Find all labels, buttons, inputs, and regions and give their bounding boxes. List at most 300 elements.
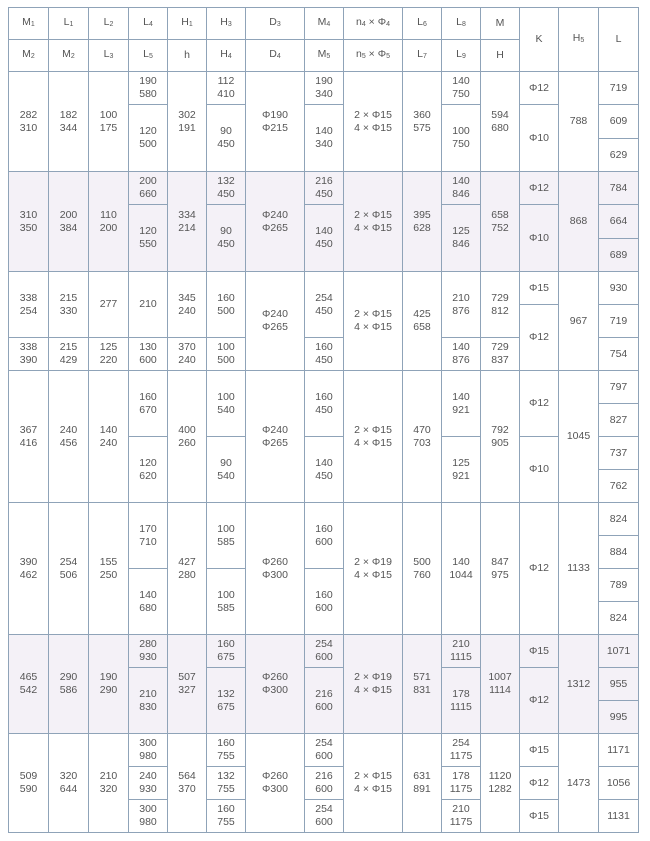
cell-value: 390 [19, 555, 38, 568]
cell-value: 210 [139, 298, 157, 310]
cell-value: 540 [217, 403, 235, 416]
header-cell: L3 [89, 40, 129, 72]
table-cell [207, 800, 246, 833]
cell-value: 675 [217, 651, 235, 663]
table-cell [344, 172, 403, 272]
cell-value: 320 [59, 770, 78, 782]
cell-value: 429 [59, 354, 78, 366]
cell-value: 425 [413, 308, 431, 320]
cell-value: 216 [315, 175, 333, 187]
table-cell [305, 569, 344, 635]
cell-value: 4 × Φ15 [354, 121, 392, 134]
table-cell [129, 371, 168, 437]
table-cell [89, 734, 129, 833]
table-cell [129, 800, 168, 833]
table-cell [344, 72, 403, 172]
l-cell [599, 536, 639, 569]
cell-value: 200 [99, 221, 118, 234]
cell-value: 500 [217, 354, 235, 366]
table-cell [89, 272, 129, 338]
table-cell [89, 503, 129, 635]
cell-value: 4 × Φ15 [354, 436, 392, 449]
cell-value: 600 [315, 700, 333, 713]
cell-value: 1044 [449, 568, 473, 581]
cell-value: 784 [609, 181, 628, 194]
l-cell [599, 470, 639, 503]
cell-value: 831 [413, 684, 431, 696]
cell-value: 967 [569, 314, 588, 327]
cell-value: 830 [139, 700, 157, 713]
cell-value: 1171 [607, 743, 630, 756]
cell-value: 2 × Φ15 [354, 308, 392, 320]
cell-value: 140 [452, 390, 470, 403]
k-cell [520, 437, 559, 503]
cell-value: 182 [59, 108, 78, 121]
table-cell [403, 635, 442, 734]
cell-value: 500 [413, 555, 431, 568]
cell-value: 390 [19, 354, 38, 366]
cell-value: 2 × Φ19 [354, 671, 392, 683]
cell-value: 450 [217, 238, 235, 250]
cell-value: 995 [609, 710, 628, 723]
cell-value: 320 [99, 783, 118, 795]
l-cell [599, 701, 639, 734]
cell-value: 216 [315, 770, 333, 782]
cell-value: Φ300 [262, 684, 288, 696]
cell-value: 310 [19, 121, 38, 134]
cell-value: 100 [452, 125, 470, 137]
header-cell-l: L [599, 8, 639, 72]
cell-value: 290 [99, 684, 118, 696]
table-cell [207, 272, 246, 338]
cell-value: 2 × Φ15 [354, 770, 392, 782]
cell-value: 310 [19, 208, 38, 221]
table-cell [207, 734, 246, 767]
spec-table-container [8, 7, 639, 833]
h5-cell [559, 72, 599, 172]
cell-value: 812 [491, 304, 509, 317]
h5-cell [559, 734, 599, 833]
cell-value: 719 [609, 81, 628, 94]
l-cell [599, 767, 639, 800]
cell-value: 240 [178, 304, 196, 317]
k-cell [520, 371, 559, 437]
table-cell [344, 272, 403, 371]
l-cell [599, 72, 639, 105]
cell-value: 754 [609, 347, 628, 360]
table-cell [442, 767, 481, 800]
cell-value: Φ12 [528, 694, 550, 706]
cell-value: 1007 [488, 671, 512, 683]
cell-value: 290 [59, 671, 78, 683]
l-cell [599, 105, 639, 139]
cell-value: 1175 [449, 783, 473, 795]
cell-value: 367 [19, 423, 38, 436]
header-cell: h [168, 40, 207, 72]
cell-value: 729 [491, 341, 509, 353]
cell-value: 210 [99, 770, 118, 782]
table-cell [442, 635, 481, 668]
h5-cell [559, 371, 599, 503]
cell-value: 90 [220, 125, 232, 137]
h5-cell [559, 272, 599, 371]
cell-value: 868 [569, 215, 588, 227]
cell-value: Φ240 [262, 423, 288, 436]
cell-value: 140 [315, 125, 333, 137]
table-cell [9, 338, 49, 371]
k-cell [520, 767, 559, 800]
cell-value: 450 [315, 469, 333, 482]
header-cell: L2 [89, 8, 129, 40]
table-cell [305, 105, 344, 172]
cell-value: 788 [569, 115, 588, 127]
header-cell: D4 [246, 40, 305, 72]
cell-value: 827 [609, 413, 628, 426]
cell-value: 905 [491, 436, 509, 449]
table-cell [129, 272, 168, 338]
table-cell [344, 371, 403, 503]
cell-value: 876 [452, 354, 470, 366]
table-cell [9, 635, 49, 734]
table-cell [49, 272, 89, 338]
cell-value: 110 [100, 208, 117, 221]
cell-value: 500 [217, 304, 235, 317]
cell-value: 1473 [566, 776, 591, 789]
table-cell [129, 734, 168, 767]
cell-value: 797 [609, 380, 628, 393]
table-cell [129, 503, 168, 569]
table-cell [49, 503, 89, 635]
table-cell [9, 272, 49, 338]
cell-value: 450 [315, 403, 333, 416]
header-row-1 [9, 8, 639, 40]
cell-value: 340 [315, 88, 333, 100]
cell-value: 710 [139, 535, 157, 548]
cell-value: 410 [217, 88, 235, 100]
cell-value: 100 [99, 108, 118, 121]
cell-value: 585 [217, 535, 235, 548]
table-cell [305, 272, 344, 338]
cell-value: Φ15 [528, 809, 550, 822]
cell-value: 620 [139, 469, 157, 482]
table-cell [305, 635, 344, 668]
cell-value: 737 [609, 446, 628, 459]
table-cell [403, 734, 442, 833]
cell-value: 1115 [450, 700, 472, 713]
table-cell [207, 205, 246, 272]
table-cell [442, 105, 481, 172]
cell-value: 2 × Φ15 [354, 423, 392, 436]
k-cell [520, 503, 559, 635]
table-cell [344, 503, 403, 635]
cell-value: 112 [217, 75, 235, 87]
cell-value: 2 × Φ19 [354, 555, 392, 568]
cell-value: 100 [217, 390, 235, 403]
cell-value: Φ15 [528, 644, 550, 657]
header-cell: L6 [403, 8, 442, 40]
cell-value: Φ15 [528, 281, 550, 294]
cell-value: 921 [452, 403, 470, 416]
table-cell [403, 72, 442, 172]
table-cell [481, 172, 520, 272]
cell-value: 644 [59, 783, 78, 795]
cell-value: 90 [220, 456, 232, 469]
cell-value: 465 [19, 671, 38, 683]
cell-value: Φ12 [528, 331, 550, 343]
cell-value: 140 [452, 75, 470, 87]
cell-value: 670 [139, 403, 157, 416]
cell-value: 140 [452, 555, 470, 568]
cell-value: 719 [609, 314, 628, 327]
table-cell [89, 172, 129, 272]
k-cell [520, 668, 559, 734]
cell-value: 564 [178, 770, 196, 782]
cell-value: 125 [99, 341, 118, 353]
k-cell [520, 205, 559, 272]
cell-value: 360 [413, 108, 431, 121]
cell-value: 664 [609, 215, 628, 227]
cell-value: Φ15 [528, 743, 550, 756]
cell-value: 585 [217, 601, 235, 614]
table-body [9, 72, 639, 833]
cell-value: 178 [452, 687, 470, 700]
cell-value: 170 [139, 522, 157, 535]
cell-value: 628 [413, 221, 431, 234]
cell-value: 178 [452, 770, 470, 782]
cell-value: 762 [609, 479, 628, 492]
cell-value: 600 [315, 783, 333, 795]
table-cell [49, 338, 89, 371]
cell-value: 132 [217, 770, 235, 782]
cell-value: 160 [315, 522, 333, 535]
cell-value: 2 × Φ15 [354, 108, 392, 121]
table-cell [305, 172, 344, 205]
cell-value: 450 [217, 138, 235, 150]
table-cell [168, 338, 207, 371]
cell-value: 160 [315, 588, 333, 601]
table-cell [89, 371, 129, 503]
cell-value: 575 [413, 121, 431, 134]
table-cell [168, 635, 207, 734]
table-cell [481, 371, 520, 503]
cell-value: 120 [139, 456, 157, 469]
table-cell [89, 338, 129, 371]
cell-value: Φ260 [262, 555, 288, 568]
cell-value: 160 [217, 803, 235, 815]
table-cell [481, 734, 520, 833]
cell-value: 1071 [606, 644, 631, 657]
table-cell [403, 503, 442, 635]
cell-value: 980 [139, 750, 157, 762]
cell-value: 509 [19, 770, 38, 782]
cell-value: 450 [315, 188, 333, 200]
cell-value: 254 [452, 737, 470, 749]
table-cell [89, 635, 129, 734]
cell-value: Φ12 [528, 181, 550, 194]
table-cell [246, 635, 305, 734]
cell-value: 160 [217, 291, 235, 304]
cell-value: 884 [609, 545, 628, 558]
cell-value: 190 [139, 75, 157, 87]
table-cell [129, 635, 168, 668]
table-cell [442, 734, 481, 767]
cell-value: 675 [217, 700, 235, 713]
cell-value: 100 [217, 522, 235, 535]
table-cell [481, 272, 520, 338]
cell-value: 600 [315, 601, 333, 614]
header-cell: M4 [305, 8, 344, 40]
table-cell [305, 371, 344, 437]
k-cell [520, 72, 559, 105]
dimension-table [8, 7, 639, 833]
cell-value: 140 [452, 175, 470, 187]
cell-value: 876 [452, 304, 470, 317]
cell-value: 215 [59, 341, 78, 353]
cell-value: 837 [491, 354, 509, 366]
table-row [9, 503, 639, 536]
table-cell [49, 72, 89, 172]
cell-value: 132 [217, 175, 235, 187]
k-cell [520, 635, 559, 668]
cell-value: Φ265 [262, 221, 288, 234]
cell-value: 90 [220, 225, 232, 237]
cell-value: 462 [19, 568, 38, 581]
cell-value: 210 [452, 291, 470, 304]
table-cell [49, 635, 89, 734]
cell-value: 1175 [449, 750, 473, 762]
cell-value: 240 [139, 770, 157, 782]
table-cell [442, 371, 481, 437]
cell-value: 334 [178, 208, 196, 221]
cell-value: 338 [19, 291, 38, 304]
table-cell [305, 72, 344, 105]
cell-value: 930 [609, 281, 628, 294]
cell-value: 658 [491, 208, 509, 221]
table-cell [246, 371, 305, 503]
cell-value: 140 [452, 341, 470, 353]
header-cell: L5 [129, 40, 168, 72]
cell-value: 1120 [488, 770, 512, 782]
cell-value: 1045 [566, 430, 591, 442]
table-cell [207, 105, 246, 172]
cell-value: Φ10 [528, 131, 550, 144]
table-row [9, 734, 639, 767]
cell-value: 824 [609, 611, 628, 624]
cell-value: 100 [217, 588, 235, 601]
header-cell: L4 [129, 8, 168, 40]
l-cell [599, 305, 639, 338]
cell-value: 703 [413, 436, 431, 449]
cell-value: 955 [609, 677, 628, 690]
cell-value: 755 [217, 783, 235, 795]
table-cell [305, 800, 344, 833]
cell-value: 160 [315, 390, 333, 403]
l-cell [599, 371, 639, 404]
cell-value: 930 [139, 783, 157, 795]
table-cell [442, 668, 481, 734]
cell-value: 120 [139, 125, 157, 137]
table-cell [442, 272, 481, 338]
table-cell [129, 338, 168, 371]
table-cell [49, 172, 89, 272]
cell-value: 370 [178, 341, 196, 353]
table-cell [9, 734, 49, 833]
cell-value: 680 [139, 601, 157, 614]
cell-value: 370 [178, 783, 196, 795]
cell-value: 254 [315, 291, 333, 304]
table-cell [246, 503, 305, 635]
h5-cell [559, 503, 599, 635]
header-cell-k: K [520, 8, 559, 72]
cell-value: 160 [217, 638, 235, 650]
cell-value: 2 × Φ15 [354, 208, 392, 221]
table-cell [403, 272, 442, 371]
header-cell: M2 [9, 40, 49, 72]
table-header [9, 8, 639, 72]
cell-value: Φ265 [262, 436, 288, 449]
l-cell [599, 602, 639, 635]
cell-value: 210 [452, 803, 470, 815]
cell-value: 338 [19, 341, 38, 353]
cell-value: 210 [139, 687, 157, 700]
header-cell: L7 [403, 40, 442, 72]
cell-value: 1115 [450, 651, 472, 663]
cell-value: 277 [99, 298, 118, 310]
cell-value: 160 [217, 737, 235, 749]
cell-value: 344 [59, 121, 78, 134]
header-cell: n5 × Φ5 [344, 40, 403, 72]
table-cell [207, 338, 246, 371]
table-cell [49, 371, 89, 503]
table-cell [481, 635, 520, 734]
cell-value: Φ12 [528, 397, 550, 409]
cell-value: 760 [413, 568, 431, 581]
header-cell-h5: H5 [559, 8, 599, 72]
l-cell [599, 437, 639, 470]
cell-value: Φ265 [262, 321, 288, 333]
cell-value: 210 [452, 638, 470, 650]
table-cell [305, 734, 344, 767]
cell-value: 4 × Φ15 [354, 221, 392, 234]
cell-value: 470 [413, 423, 431, 436]
table-cell [9, 72, 49, 172]
table-row [9, 635, 639, 668]
cell-value: 846 [452, 188, 470, 200]
cell-value: 506 [59, 568, 78, 581]
cell-value: 190 [99, 671, 118, 683]
cell-value: 629 [609, 148, 628, 161]
cell-value: 300 [139, 737, 157, 749]
table-cell [207, 668, 246, 734]
table-cell [481, 503, 520, 635]
cell-value: 792 [491, 423, 509, 436]
table-cell [246, 734, 305, 833]
cell-value: 191 [178, 121, 196, 134]
cell-value: 891 [413, 783, 431, 795]
cell-value: 450 [315, 304, 333, 317]
l-cell [599, 635, 639, 668]
header-cell: H [481, 40, 520, 72]
l-cell [599, 272, 639, 305]
table-cell [305, 338, 344, 371]
cell-value: 190 [315, 75, 333, 87]
l-cell [599, 404, 639, 437]
cell-value: 280 [139, 638, 157, 650]
h5-cell [559, 172, 599, 272]
cell-value: 254 [315, 803, 333, 815]
cell-value: 125 [452, 225, 470, 237]
table-cell [207, 72, 246, 105]
